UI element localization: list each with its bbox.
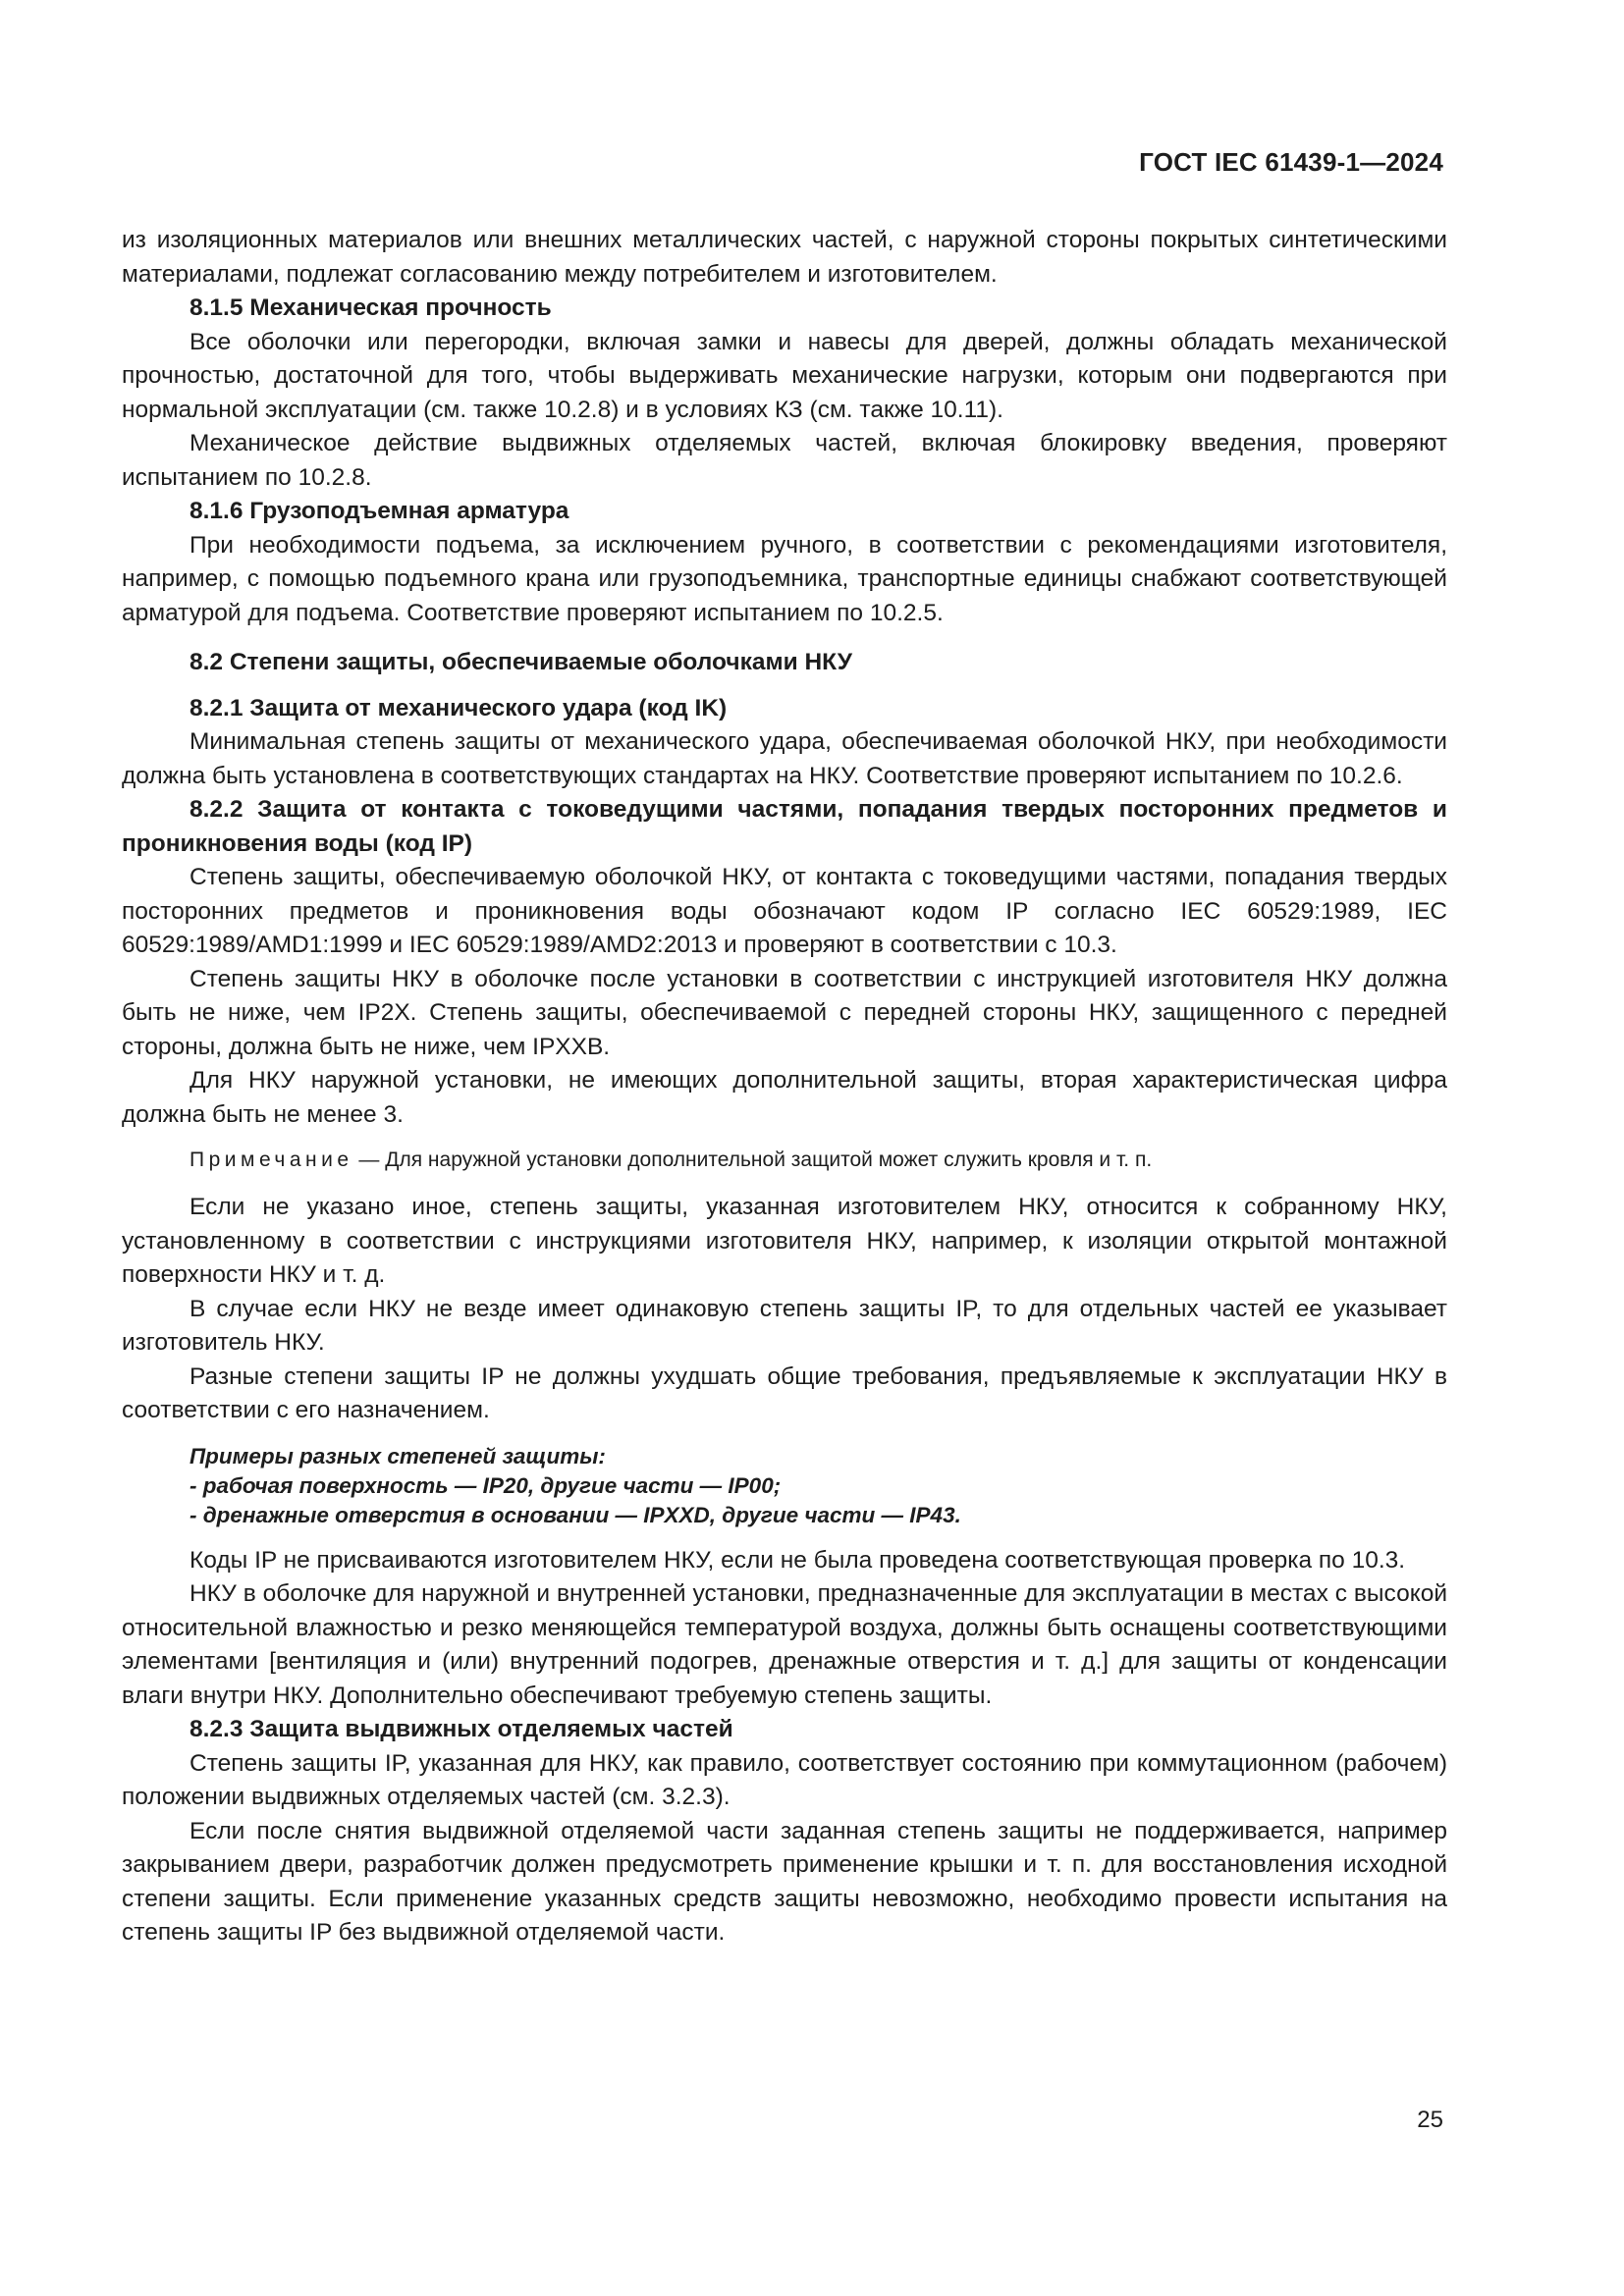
section-heading-8-2-3: 8.2.3 Защита выдвижных отделяемых частей xyxy=(189,1716,733,1742)
paragraph: Если не указано иное, степень защиты, указанная изготовителем НКУ, относится к собранному НКУ, установленному в соответствии с инструкциями изготовителя НКУ, например, к изоляции открытой монтажной поверхности НКУ и т. д. xyxy=(122,1194,1447,1288)
paragraph: Для НКУ наружной установки, не имеющих дополнительной защиты, вторая характеристическая цифра должна быть не менее 3. xyxy=(122,1067,1447,1128)
section-heading-8-2-1: 8.2.1 Защита от механического удара (код IK) xyxy=(189,694,728,721)
note xyxy=(122,1146,1447,1175)
paragraph: При необходимости подъема, за исключением ручного, в соответствии с рекомендациями изготовителя, например, с помощью подъемного крана или грузоподъемника, транспортные единицы снабжают соответствующей арматурой для подъема. Соответствие проверяют испытанием по 10.2.5. xyxy=(122,531,1447,626)
page-body xyxy=(122,224,1447,1950)
paragraph: В случае если НКУ не везде имеет одинаковую степень защиты IP, то для отдельных частей ее указывает изготовитель НКУ. xyxy=(122,1295,1447,1356)
paragraph: Все оболочки или перегородки, включая замки и навесы для дверей, должны обладать механической прочностью, достаточной для того, чтобы выдерживать механические нагрузки, которым они подвергаются при нормальной эксплуатации (см. также 10.2.8) и в условиях КЗ (см. также 10.11). xyxy=(122,328,1447,423)
section-heading-8-2-2: 8.2.2 Защита от контакта с токоведущими частями, попадания твердых посторонних предметов и проникновения воды (код IP) xyxy=(122,796,1447,857)
examples-title: Примеры разных степеней защиты: xyxy=(189,1443,606,1468)
paragraph: Коды IP не присваиваются изготовителем НКУ, если не была проведена соответствующая проверка по 10.3. xyxy=(189,1546,1406,1574)
section-heading-8-2: 8.2 Степени защиты, обеспечиваемые оболочками НКУ xyxy=(189,649,852,675)
paragraph: Разные степени защиты IP не должны ухудшать общие требования, предъявляемые к эксплуатации НКУ в соответствии с его назначением. xyxy=(122,1362,1447,1423)
paragraph: Если после снятия выдвижной отделяемой части заданная степень защиты не поддерживается, например закрыванием двери, разработчик должен предусмотреть применение крышки и т. п. для восстановления исходной степени защиты. Если применение указанных средств защиты невозможно, необходимо провести испытания на степень защиты IP без выдвижной отделяемой части. xyxy=(122,1817,1447,1946)
example-item: - рабочая поверхность — IP20, другие части — IP00; xyxy=(189,1472,782,1498)
section-heading-8-1-6: 8.1.6 Грузоподъемная арматура xyxy=(189,498,569,524)
page-number: 25 xyxy=(1417,2107,1443,2133)
paragraph: НКУ в оболочке для наружной и внутренней установки, предназначенные для эксплуатации в местах с высокой относительной влажностью и резко меняющейся температурой воздуха, должны быть оснащены соответствующими элементами [вентиляция и (или) внутренний подогрев, дренажные отверстия и т. д.] для защиты от конденсации влаги внутри НКУ. Дополнительно обеспечивают требуемую степень защиты. xyxy=(122,1580,1447,1709)
note-text: — Для наружной установки дополнительной защитой может служить кровля и т. п. xyxy=(352,1148,1153,1171)
paragraph: Минимальная степень защиты от механического удара, обеспечиваемая оболочкой НКУ, при необходимости должна быть установлена в соответствующих стандартах на НКУ. Соответствие проверяют испытанием по 10.2.6. xyxy=(122,728,1447,789)
paragraph: Степень защиты IP, указанная для НКУ, как правило, соответствует состоянию при коммутационном (рабочем) положении выдвижных отделяемых частей (см. 3.2.3). xyxy=(122,1749,1447,1810)
examples-block xyxy=(122,1442,1447,1530)
paragraph: Механическое действие выдвижных отделяемых частей, включая блокировку введения, проверяют испытанием по 10.2.8. xyxy=(122,430,1447,491)
paragraph: Степень защиты, обеспечиваемую оболочкой НКУ, от контакта с токоведущими частями, попадания твердых посторонних предметов и проникновения воды обозначают кодом IP согласно IEC 60529:1989, IEC 60529:1989/AMD1:1999 и IEC 60529:1989/AMD2:2013 и проверяют в соответствии с 10.3. xyxy=(122,864,1447,958)
paragraph-continued: из изоляционных материалов или внешних металлических частей, с наружной стороны покрытых синтетическими материалами, подлежат согласованию между потребителем и изготовителем. xyxy=(122,227,1447,288)
example-item: - дренажные отверстия в основании — IPXXD, другие части — IP43. xyxy=(189,1502,961,1527)
note-label: Примечание xyxy=(189,1148,353,1171)
section-heading-8-1-5: 8.1.5 Механическая прочность xyxy=(189,294,552,321)
document-standard-code: ГОСТ IEC 61439-1—2024 xyxy=(1139,147,1443,177)
paragraph: Степень защиты НКУ в оболочке после установки в соответствии с инструкцией изготовителя НКУ должна быть не ниже, чем IP2X. Степень защиты, обеспечиваемой с передней стороны НКУ, защищенного с передней стороны, должна быть не ниже, чем IPXXB. xyxy=(122,965,1447,1060)
